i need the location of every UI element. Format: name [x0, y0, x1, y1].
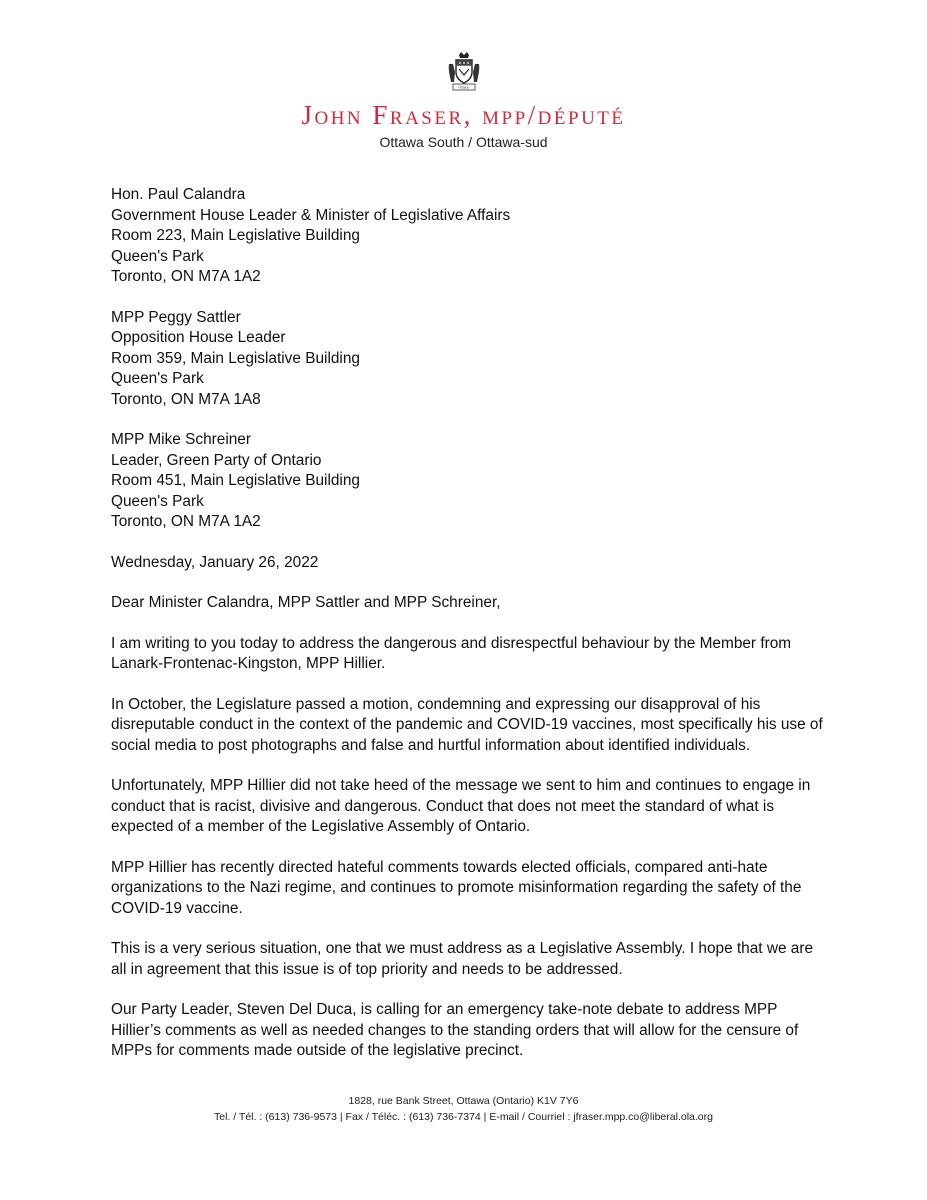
- riding-name: Ottawa South / Ottawa-sud: [379, 134, 548, 150]
- paragraph: Our Party Leader, Steven Del Duca, is calling for an emergency take-note debate to address MPP Hillier’s comments as well as needed changes to the standing orders that will allow for the censure of MPPs for comments made outside of the legislative precinct.: [111, 1001, 799, 1059]
- recipient-block: [111, 430, 831, 533]
- mpp-name: John Fraser, mpp/député: [301, 100, 626, 130]
- recipient-line: MPP Mike Schreiner: [111, 431, 251, 448]
- paragraph: In October, the Legislature passed a motion, condemning and expressing our disapproval of his disreputable conduct in the context of the pandemic and COVID-19 vaccines, most specifically his use of social media to post photographs and false and hurtful information about identified individuals.: [111, 695, 823, 754]
- recipient-line: Government House Leader & Minister of Legislative Affairs: [111, 206, 511, 224]
- recipient-line: Room 359, Main Legislative Building: [111, 349, 360, 367]
- footer: [0, 1093, 927, 1125]
- recipient-line: Queen's Park: [111, 370, 204, 387]
- paragraph: This is a very serious situation, one that we must address as a Legislative Assembly. I hope that we are all in agreement that this issue is of top priority and needs to be addressed.: [111, 940, 814, 978]
- letter-body: [111, 185, 831, 1082]
- recipient-line: MPP Peggy Sattler: [111, 308, 241, 326]
- footer-address: 1828, rue Bank Street, Ottawa (Ontario) K1V 7Y6: [348, 1095, 579, 1107]
- recipient-line: Toronto, ON M7A 1A8: [111, 390, 261, 408]
- letterhead: [0, 52, 927, 150]
- paragraph: Unfortunately, MPP Hillier did not take heed of the message we sent to him and continues to engage in conduct that is racist, divisive and dangerous. Conduct that does not meet the standard of what is expected of a member of the Legislative Assembly of Ontario.: [111, 777, 811, 835]
- salutation: Dear Minister Calandra, MPP Sattler and MPP Schreiner,: [111, 594, 501, 611]
- recipient-line: Leader, Green Party of Ontario: [111, 451, 322, 469]
- ontario-coat-of-arms-icon: [447, 52, 481, 92]
- recipient-line: Queen's Park: [111, 247, 204, 265]
- recipient-line: Room 223, Main Legislative Building: [111, 227, 360, 244]
- recipient-line: Room 451, Main Legislative Building: [111, 472, 360, 489]
- recipient-line: Opposition House Leader: [111, 329, 286, 346]
- recipient-line: Hon. Paul Calandra: [111, 186, 246, 203]
- paragraph: I am writing to you today to address the dangerous and disrespectful behaviour by the Member from Lanark-Frontenac-Kingston, MPP Hillier.: [111, 634, 792, 672]
- footer-contact: Tel. / Tél. : (613) 736-9573 | Fax / Téléc. : (613) 736-7374 | E-mail / Courriel : jfraser.mpp.co@liberal.ola.org: [214, 1111, 713, 1123]
- recipient-line: Toronto, ON M7A 1A2: [111, 513, 261, 530]
- recipient-line: Queen's Park: [111, 492, 204, 510]
- letter-date: Wednesday, January 26, 2022: [111, 553, 319, 571]
- paragraph: MPP Hillier has recently directed hateful comments towards elected officials, compared anti-hate organizations to the Nazi regime, and continues to promote misinformation regarding the safety of the COVID-19 vaccine.: [111, 858, 802, 917]
- recipient-block: [111, 308, 831, 411]
- crest-motto: Ontario: [458, 85, 469, 90]
- recipient-line: Toronto, ON M7A 1A2: [111, 268, 261, 285]
- recipient-block: [111, 185, 831, 288]
